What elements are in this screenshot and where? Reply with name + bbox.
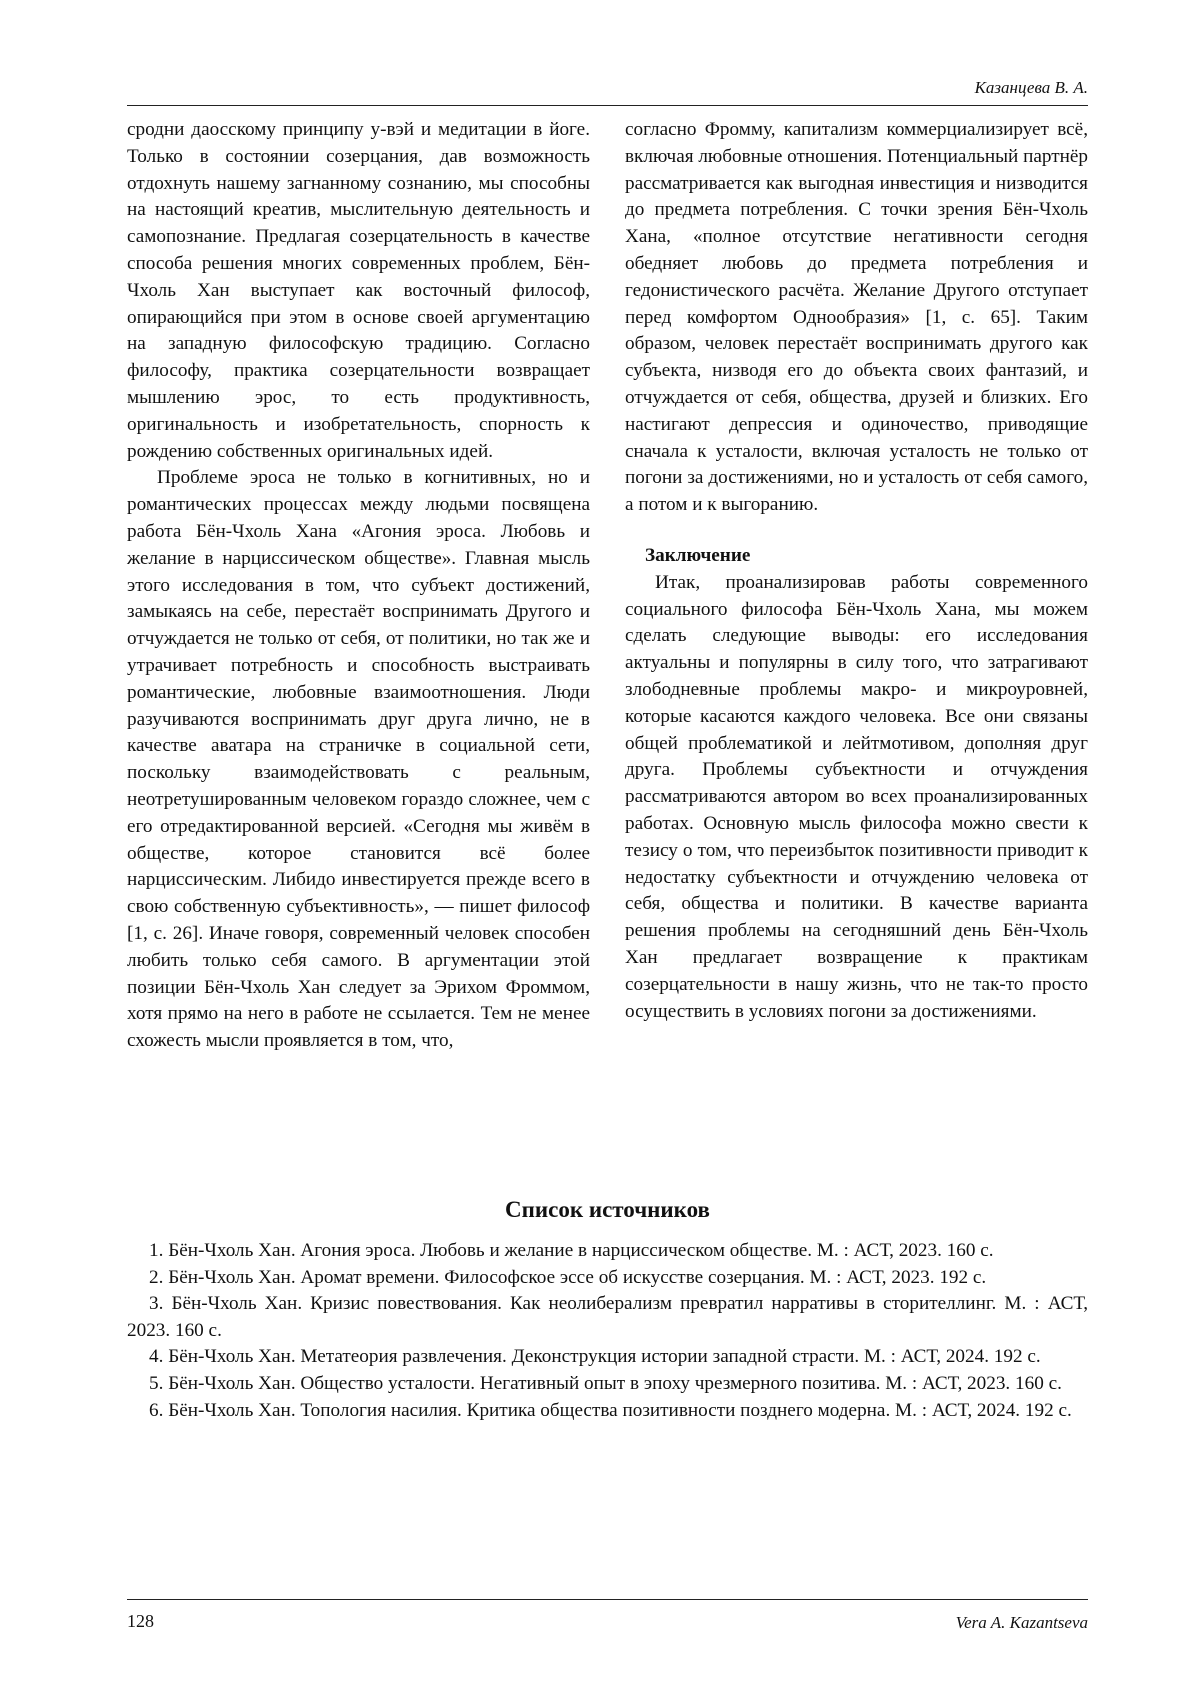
reference-item: 3. Бён-Чхоль Хан. Кризис повествования. Как неолиберализм превратил нарративы в сторителлинг. М. : АСТ, 2023. 160 с.	[127, 1293, 1088, 1341]
reference-item: 5. Бён-Чхоль Хан. Общество усталости. Негативный опыт в эпоху чрезмерного позитива. М. : АСТ, 2023. 160 с.	[149, 1372, 1062, 1394]
footer-author: Vera A. Kazantseva	[955, 1613, 1088, 1632]
reference-item: 1. Бён-Чхоль Хан. Агония эроса. Любовь и желание в нарциссическом обществе. М. : АСТ, 2023. 160 с.	[149, 1240, 994, 1261]
conclusion-heading: Заключение	[645, 544, 751, 566]
reference-item: 4. Бён-Чхоль Хан. Метатеория развлечения. Деконструкция истории западной страсти. М. : АСТ, 2024. 192 с.	[149, 1346, 1041, 1368]
body-paragraph: Проблеме эроса не только в когнитивных, но и романтических процессах между людьми посвящена работа Бён-Чхоль Хана «Агония эроса. Любовь и желание в нарциссическом обществе». Главная мысль этого исследования в том, что субъект достижений, замыкаясь на себе, перестаёт воспринимать Другого и отчуждается не только от себя, от политики, но так же и утрачивает потребность и способность выстраивать романтические, любовные взаимоотношения. Люди разучиваются воспринимать друг друга лично, не в качестве аватара на страничке в социальной сети, поскольку взаимодействовать с реальным, неотретушированным человеком гораздо сложнее, чем с его отредактированной версией. «Сегодня мы живём в обществе, которое становится всё более нарциссическим. Либидо инвестируется прежде всего в свою собственную субъективность», — пишет философ [1, с. 26]. Иначе говоря, современный человек способен любить только себя самого. В аргументации этой позиции Бён-Чхоль Хан следует за Эрихом Фроммом, хотя прямо на него в работе не ссылается. Тем не менее схожесть мысли проявляется в том, что,	[127, 467, 590, 1052]
right-column	[625, 117, 1088, 1025]
body-paragraph: согласно Фромму, капитализм коммерциализирует всё, включая любовные отношения. Потенциальный партнёр рассматривается как выгодная инвестиция и низводится до предмета потребления. С точки зрения Бён-Чхоль Хана, «полное отсутствие негативности сегодня обедняет любовь до предмета потребления и гедонистического расчёта. Желание Другого отступает перед комфортом Однообразия» [1, с. 65]. Таким образом, человек перестаёт воспринимать другого как субъекта, низводя его до объекта своих фантазий, и отчуждается от себя, общества, друзей и близких. Его настигают депрессия и одиночество, приводящие сначала к усталости, включая усталость не только от погони за достижениями, но и усталость от себя самого, а потом и к выгоранию.	[625, 119, 1089, 516]
header-author: Казанцева В. А.	[974, 78, 1088, 97]
references-list	[127, 1238, 1088, 1424]
running-footer	[127, 1599, 1088, 1632]
article-body	[127, 117, 1088, 1177]
body-paragraph: Итак, проанализировав работы современного социального философа Бён-Чхоль Хана, мы можем сделать следующие выводы: его исследования актуальны и популярны в силу того, что затрагивают злободневные проблемы макро- и микроуровней, которые касаются каждого человека. Все они связаны общей проблематикой и лейтмотивом, дополняя друг друга. Проблемы субъектности и отчуждения рассматриваются автором во всех проанализированных работах. Основную мысль философа можно свести к тезису о том, что переизбыток позитивности приводит к недостатку субъектности и отчуждению человека от себя, общества и политики. В качестве варианта решения проблемы на сегодняшний день Бён-Чхоль Хан предлагает возвращение к практикам созерцательности в нашу жизнь, что не так-то просто осуществить в условиях погони за достижениями.	[625, 571, 1088, 1022]
page-number: 128	[127, 1611, 154, 1631]
reference-item: 6. Бён-Чхоль Хан. Топология насилия. Критика общества позитивности позднего модерна. М. : АСТ, 2024. 192 с.	[149, 1399, 1072, 1421]
references-title: Список источников	[505, 1197, 710, 1222]
left-column	[127, 117, 590, 1055]
body-paragraph: сродни даосскому принципу у-вэй и медитации в йоге. Только в состоянии созерцания, дав возможность отдохнуть нашему загнанному сознанию, мы способны на настоящий креатив, мыслительную деятельность и самопознание. Предлагая созерцательность в качестве способа решения многих современных проблем, Бён-Чхоль Хан выступает как восточный философ, опирающийся при этом в основе своей аргументацию на западную философскую традицию. Согласно философу, практика созерцательности возвращает мышлению эрос, то есть продуктивность, оригинальность и изобретательность, спорность к рождению собственных оригинальных идей.	[127, 119, 590, 462]
reference-item: 2. Бён-Чхоль Хан. Аромат времени. Философское эссе об искусстве созерцания. М. : АСТ, 2023. 192 с.	[149, 1266, 987, 1288]
running-header	[127, 78, 1088, 106]
